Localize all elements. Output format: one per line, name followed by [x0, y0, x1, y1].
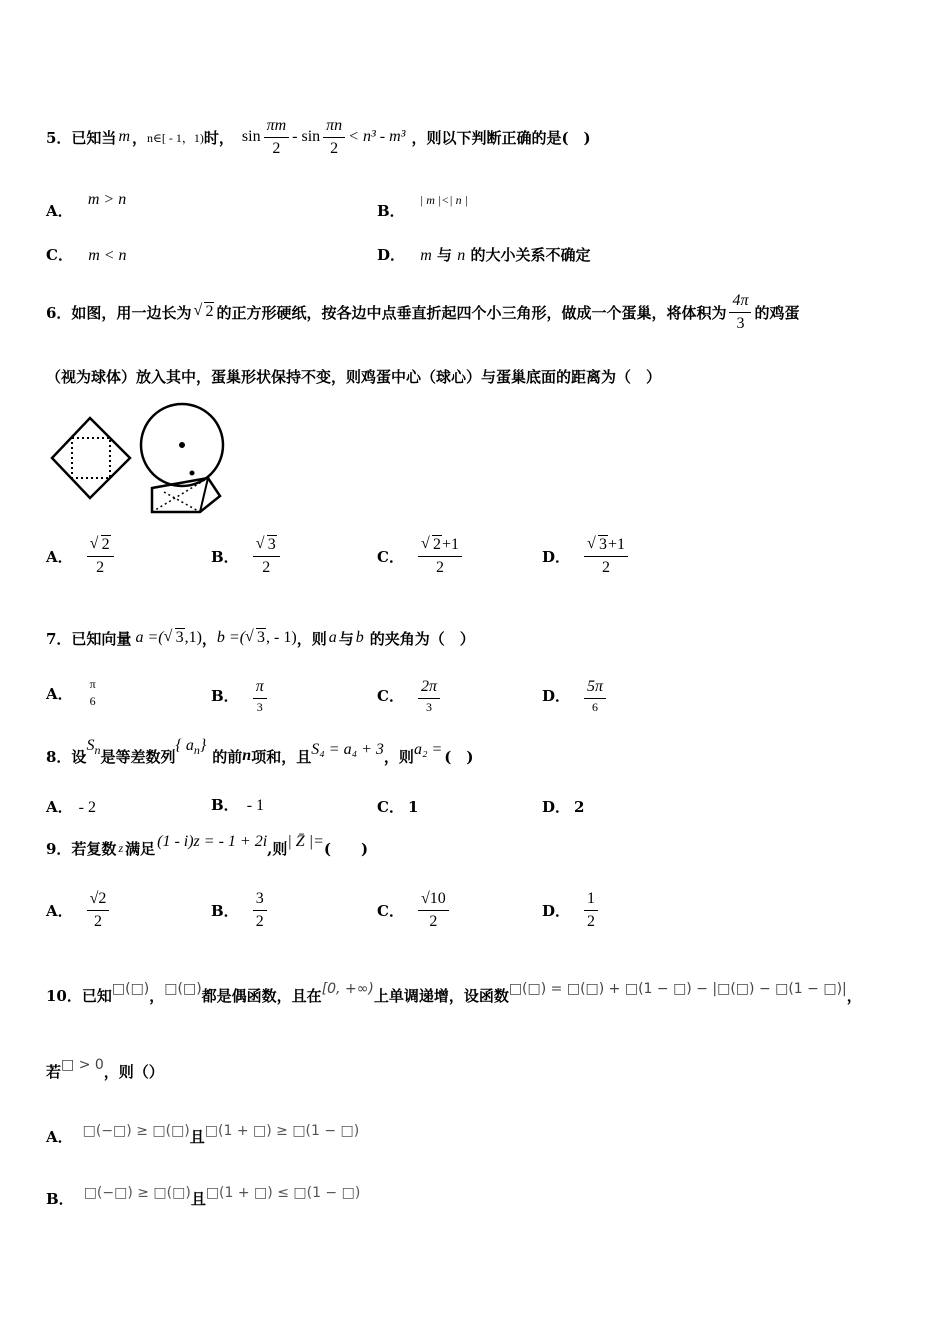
q7-option-c[interactable]: C． $\frac{2\pi}{3}$	[377, 678, 443, 714]
q7-option-b[interactable]: B． $\frac{\pi}{3}$	[211, 678, 270, 714]
q5-option-d[interactable]: D． m 与 n 的大小关系不确定	[377, 246, 591, 264]
q5-number: 5．已知当	[46, 128, 117, 147]
q7-vector-a: a =(√ 3,1)	[135, 629, 201, 647]
question-10-line-2: 若 □ > 0 ，则（）	[46, 1057, 164, 1081]
q8-option-b[interactable]: B． - 1	[211, 796, 265, 814]
q9-option-a[interactable]: A． $\frac{√2}{2}$	[46, 890, 112, 930]
q5-inequality: sin $\frac{\pi m}{2}$ - sin $\frac{\pi n}{2}$ < n³ - m³	[241, 116, 406, 157]
q9-option-b[interactable]: B． $\frac{3}{2}$	[211, 890, 270, 930]
q8-an: { $a_n$}	[175, 737, 207, 758]
egg-in-nest-diagram	[141, 404, 223, 512]
q6-option-a[interactable]: A． √ $\frac{2}{2}$	[46, 536, 117, 576]
q5-shi: 时，	[203, 128, 234, 147]
egg-nest-figure	[48, 400, 228, 520]
q8-option-a[interactable]: A． - 2	[46, 798, 96, 816]
q5-var-m: m	[118, 128, 130, 145]
q9-option-d[interactable]: D． $\frac{1}{2}$	[542, 890, 601, 930]
question-6-line-1: 6．如图，用一边长为 √ 2 的正方形硬纸，按各边中点垂直折起四个小三角形，做成一个蛋巢，将体积为 $\frac{4\pi}{3}$ 的鸡蛋	[46, 283, 800, 341]
q6-option-c[interactable]: C． √ $\frac{2+1}{2}$	[377, 536, 465, 576]
question-9: 9．若复数 z 满足 (1 - i)z = - 1 + 2i ,则 | Z̄ |= ( )	[46, 833, 369, 858]
q7-option-d[interactable]: D． $\frac{5\pi}{6}$	[542, 678, 609, 714]
question-6-line-2: （视为球体）放入其中，蛋巢形状保持不变，则鸡蛋中心（球心）与蛋巢底面的距离为（ ）	[46, 368, 662, 386]
q5-option-c[interactable]: C． m < n	[46, 246, 127, 264]
q5-tail: ，则以下判断正确的是( )	[411, 128, 591, 147]
q10-option-a[interactable]: A． □(−□) ≥ □(□) 且 □(1 + □) ≥ □(1 − □)	[46, 1122, 360, 1146]
q6-sqrt-2: √ 2	[193, 303, 214, 321]
q5-option-a[interactable]: A． m > n	[46, 191, 127, 220]
q7-vector-b: b =(√ 3, - 1)	[217, 629, 297, 647]
folded-paper-diagram	[52, 418, 130, 498]
q10-option-b[interactable]: B． □(−□) ≥ □(□) 且 □(1 + □) ≤ □(1 − □)	[46, 1184, 361, 1208]
q6-volume: $\frac{4\pi}{3}$	[729, 292, 751, 332]
q6-option-d[interactable]: D． √ $\frac{3+1}{2}$	[542, 536, 631, 576]
q6-option-b[interactable]: B． √ $\frac{3}{2}$	[211, 536, 283, 576]
q9-option-c[interactable]: C． $\frac{√10}{2}$	[377, 890, 452, 930]
question-5: 5．已知当 m ， n∈[ - 1，1) 时， sin $\frac{\pi m}{2}$ - sin $\frac{\pi n}{2}$ < n³ - m³ ，则以下判断正确的是( )	[46, 116, 591, 157]
q8-sn: $S_n$	[86, 737, 101, 758]
q8-option-c[interactable]: C． 1	[377, 798, 419, 816]
q7-option-a[interactable]: A． π 6	[46, 677, 96, 709]
q5-condition: n∈[ - 1，1)	[147, 130, 204, 145]
q5-option-b[interactable]: B． | m |<| n |	[377, 193, 468, 220]
q8-option-d[interactable]: D． 2	[542, 798, 585, 816]
question-10-line-1: 10．已知 □(□) ， □(□) 都是偶函数，且在 [0, +∞) 上单调递增，设函数 □(□) = □(□) + □(1 − □) − |□(□) − □(1 − □)| ，	[46, 981, 862, 1005]
question-7: 7．已知向量 a =(√ 3,1) ， b =(√ 3, - 1) ，则 a 与 b 的夹角为（ ）	[46, 620, 475, 656]
question-8: 8．设 $S_n$ 是等差数列 { $a_n$} 的前 n 项和，且 S₄ = a₄ + 3 ，则 a₂ = ( )	[46, 737, 474, 766]
